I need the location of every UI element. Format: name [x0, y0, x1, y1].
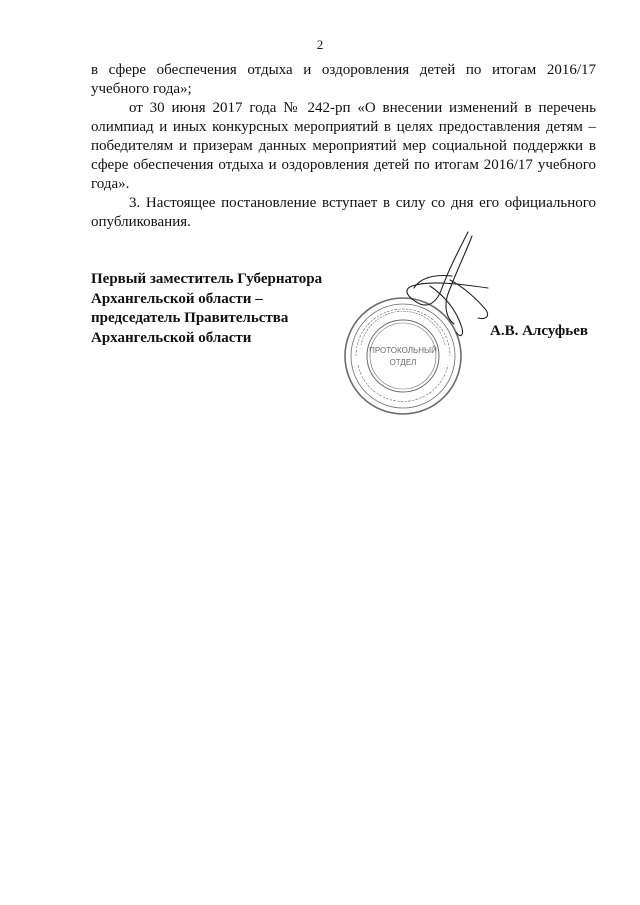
paragraph-2-line-5: 2016/17 учебного года». [91, 157, 596, 192]
page-number: 2 [316, 37, 324, 52]
signer-name: А.В. Алсуфьев [490, 323, 588, 339]
signer-title-line-3: председатель Правительства [91, 310, 289, 326]
paragraph-2-line-2: олимпиад и иных конкурсных мероприятий в целях предоставления детям – [91, 119, 596, 135]
document-body [91, 61, 596, 232]
signature-block-title [91, 270, 371, 348]
paragraph-2 [91, 99, 596, 194]
paragraph-2-line-1: от 30 июня 2017 года № 242-рп «О внесении изменений в перечень [129, 100, 596, 116]
handwritten-signature [390, 228, 500, 348]
paragraph-2-line-4: в сфере обеспечения отдыха и оздоровления детей по итогам [91, 138, 596, 173]
paragraph-2-line-3: победителям и призерам данных мероприятий мер социальной поддержки [91, 138, 584, 154]
stamp-center-line-2: ОТДЕЛ [389, 358, 417, 367]
stamp-center-line-1: ПРОТОКОЛЬНЫЙ [369, 346, 437, 355]
paragraph-3 [91, 194, 596, 232]
signer-title-line-2: Архангельской области – [91, 290, 263, 307]
paragraph-3-line-1: 3. Настоящее постановление вступает в силу со дня его официального [129, 195, 596, 211]
signer-title-line-4: Архангельской области [91, 329, 252, 346]
paragraph-3-line-2: опубликования. [91, 214, 191, 230]
paragraph-1-line-1: в сфере обеспечения отдыха и оздоровления детей по итогам [91, 62, 537, 78]
signer-title-line-1: Первый заместитель Губернатора [91, 271, 323, 287]
paragraph-1-line-2: 2016/17 учебного года»; [91, 62, 597, 97]
paragraph-1 [91, 61, 596, 99]
